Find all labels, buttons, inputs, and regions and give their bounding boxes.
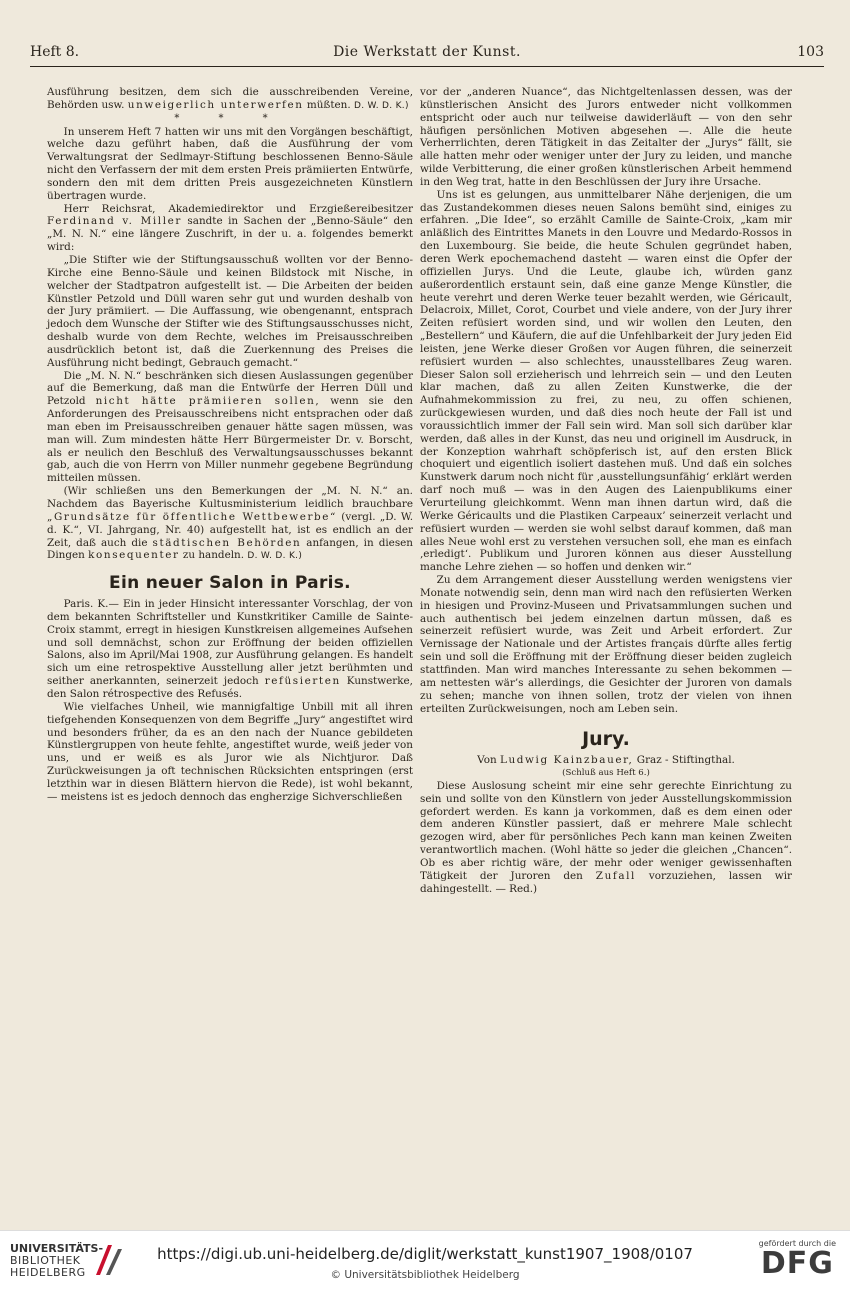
paragraph: Die „M. N. N.“ beschränken sich diesen Auslassungen gegenüber auf die Bemerkung, daß man die Entwürfe der Herren Düll und Petzold nicht hätte prämiieren sollen, wenn sie den Anforderungen des Preisausschreibens nicht entsprachen oder daß man eben im Preisausschreiben genauer hätte sagen müssen, was man will. Zum mindesten hätte Herr Bürgermeister Dr. v. Borscht, als er neulich den Beschluß des Verwaltungsausschusses bekannt gab, auch die von Herrn von Miller nunmehr gegebene Begründung mitteilen müssen. — [47, 369, 413, 485]
dfg-logo[interactable]: gefördert durch die DFG — [758, 1239, 836, 1281]
signature: D. W. D. K.) — [247, 551, 303, 562]
signature: D. W. D. K.) — [354, 100, 409, 111]
library-logo[interactable]: UNIVERSITÄTS- BIBLIOTHEK HEIDELBERG — [10, 1242, 104, 1279]
copyright-notice: © Universitätsbibliothek Heidelberg — [330, 1269, 520, 1281]
left-column — [47, 86, 413, 804]
article-heading: Ein neuer Salon in Paris. — [109, 573, 351, 594]
paragraph: Herr Reichsrat, Akademiedirektor und Erzgießereibesitzer Ferdinand v. Miller sandte in Sachen der „Benno-Säule“ den „M. N. N.“ eine längere Zuschrift, in der u. a. folgendes bemerkt wird: — [47, 202, 413, 254]
page-number: 103 — [797, 44, 824, 60]
paragraph: (Wir schließen uns den Bemerkungen der „M. N. N.“ an. Nachdem das Bayerische Kultusministerium leidlich brauchbare „Grundsätze für öffentliche Wettbewerbe“ (vergl. „D. W. d. K.“, VI. Jahrgang, Nr. 40) aufgestellt hat, ist es endlich an der Zeit, daß auch die städtischen Behörden anfangen, in diesen Dingen konsequenter zu handeln. D. W. D. K.) — [47, 485, 413, 562]
right-column — [420, 86, 792, 895]
paragraph: Zu dem Arrangement dieser Ausstellung werden wenigstens vier Monate notwendig sein, denn man wird nach den refüsierten Werken in hiesigen und Provinz-Museen und Privatsammlungen suchen und auch authentisch bei jedem einzelnen dartun müssen, daß es seinerzeit refüsiert wurde, was Zeit und Arbeit erfordert. Zur Vernissage der Nationale und der Artistes français dürfte alles fertig sein und soll die Eröffnung mit der Eröffnung dieser beiden zugleich stattfinden. Man wird manches Interessante zu sehen bekommen — am nettesten wär’s allerdings, die Gesichter der Juroren von damals zu sehen; manche von ihnen sollen, trotz der vielen von ihnen erteilten Zurückweisungen, noch am Leben sein. — [420, 574, 792, 715]
paragraph: Ausführung besitzen, dem sich die ausschreibenden Vereine, Behörden usw. unweigerlich unterwerfen müßten. D. W. D. K.) — [47, 86, 413, 111]
article-heading: Jury. — [582, 728, 630, 751]
viewer-footer — [0, 1230, 850, 1293]
paragraph: Uns ist es gelungen, aus unmittelbarer Nähe derjenigen, die um das Zustandekommen dieses neuen Salons bemüht sind, einiges zu erfahren. „Die Idee“, so erzählt Camille de Sainte-Croix, „kam mir anläßlich des Eintrittes Manets in den Louvre und Medardo-Rossos in den Luxembourg. Sie beide, die heute Schulen gegründet haben, deren Werk epochemachend dasteht — waren einst die Opfer der offiziellen Jurys. Und die Leute, glaube ich, würden ganz außerordentlich erstaunt sein, daß eine ganze Menge Künstler, die heute verehrt und deren Werke teuer bezahlt werden, wie Géricault, Delacroix, Millet, Corot, Courbet und viele andere, von der Jury ihrer Zeiten refüsiert worden sind, und wir wollen den Leuten, den „Bestellern“ und Käufern, die auf die Unfehlbarkeit der Jury jeden Eid leisten, jene Werke dieser Großen vor Augen führen, die seinerzeit refüsiert wurden — also schlechtes, unausstellbares Zeug waren. Dieser Salon soll erzieherisch und lehrreich sein — und den Leuten klar machen, daß zu allen Zeiten Kunstwerke, die der Aufnahmekommission zu frei, zu neu, zu offen schienen, zurückgewiesen wurden, und daß dies noch heute der Fall ist und voraussichtlich immer der Fall sein wird. Man soll sich darüber klar werden, daß alles in der Kunst, das neu und originell im Ausdruck, in der Konzeption wahrhaft schöpferisch ist, auf den ersten Blick choquiert und eigentlich isoliert dastehen muß. Und daß ein solches Kunstwerk darum noch nicht für ‚ausstellungsunfähig‘ erklärt werden darf noch muß — was in den Augen des Laienpublikums einer Verurteilung gleichkommt. Wenn man ihnen dartun wird, daß die Werke Géricaults und die Plastiken Carpeaux’ seinerzeit verlacht und refüsiert wurden — werden sie wohl selbst darauf kommen, daß man alles Neue wohl erst zu verstehen versuchen soll, ehe man es einfach ‚erledigt‘. Publikum und Juroren können aus dieser Ausstellung manche Lehre ziehen — so hoffen und denken wir.“ — [420, 188, 792, 574]
paragraph: Wie vielfaches Unheil, wie mannigfaltige Unbill mit all ihren tiefgehenden Konsequenzen von dem Begriffe „Jury“ angestiftet wird und besonders früher, da es an den nach der Nuance gebildeten Künstlergruppen von heute fehlte, angestiftet wurde, weiß jeder von uns, und er weiß es als Juror wie als Nichtjuror. Daß Zurückweisungen ja oft technischen Rücksichten entspringen (erst letzthin war in diesen Blättern hiervon die Rede), ist wohl bekannt, — meistens ist es jedoch dennoch das engherzige Sichverschließen — [47, 700, 413, 803]
paragraph: vor der „anderen Nuance“, das Nichtgeltenlassen dessen, was der künstlerischen Ansicht des Jurors entweder nicht vollkommen entspricht oder auch nur teilweise dawiderläuft — von den sehr häufigen persönlichen Motiven abgesehen —. Alle die heute Verherrlichten, deren Tätigkeit in das Zeitalter der „Jurys“ fällt, sie alle hatten mehr oder weniger unter der Jury zu leiden, und manche wilde Verbitterung, die einer großen künstlerischen Arbeit hemmend in den Weg trat, hatte in den Beschlüssen der Jury ihre Ursache. — [420, 86, 792, 188]
byline: Von Ludwig Kainzbauer, Graz - Stiftingthal. — [477, 754, 735, 767]
running-header — [30, 40, 824, 67]
continuation-note: (Schluß aus Heft 6.) — [562, 768, 650, 779]
paragraph: Paris. K.— Ein in jeder Hinsicht interessanter Vorschlag, der von dem bekannten Schriftsteller und Kunstkritiker Camille de Sainte-Croix stammt, erregt in hiesigen Kunstkreisen allgemeines Aufsehen und soll demnächst, schon zur Eröffnung der beiden offiziellen Salons, also im April/Mai 1908, zur Ausführung gelangen. Es handelt sich um eine retrospektive Ausstellung aller jetzt berühmten und seither anerkannten, seinerzeit jedoch refüsierten Kunstwerke, den Salon rétrospective des Refusés. — [47, 598, 413, 700]
journal-title: Die Werkstatt der Kunst. — [333, 44, 521, 60]
paragraph: Diese Auslosung scheint mir eine sehr gerechte Einrichtung zu sein und sollte von den Künstlern von jeder Ausstellungskommission gefordert werden. Es kann ja vorkommen, daß es dem einen oder dem anderen Künstler passiert, daß er mehrere Male schlecht gezogen wird, aber für persönliches Pech kann man keinen Zweiten verantwortlich machen. (Wohl hätte so jeder die gleichen „Chancen“. Ob es aber richtig wäre, der mehr oder weniger gewissenhaften Tätigkeit der Juroren den Zufall vorzuziehen, lassen wir dahingestellt. — Red.) — [420, 779, 792, 895]
section-stars: * * * — [174, 112, 286, 124]
issue-number: Heft 8. — [30, 44, 80, 60]
permalink-url[interactable]: https://digi.ub.uni-heidelberg.de/diglit/werkstatt_kunst1907_1908/0107 — [157, 1245, 693, 1263]
quotation: „Die Stifter wie der Stiftungsausschuß wollten vor der Benno-Kirche eine Benno-Säule und keinen Bildstock mit Nische, in welcher der Stadtpatron aufgestellt ist. — Die Arbeiten der beiden Künstler Petzold und Düll waren sehr gut und wurden deshalb von der Jury prämiiert. — Die Auffassung, wie obengenannt, entsprach jedoch dem Wunsche der Stifter wie des Stiftungsausschusses nicht, deshalb wurde von dem Rechte, welches im Preisausschreiben ausdrücklich betont ist, daß die Zuerkennung des Preises die Ausführung nicht bedingt, Gebrauch gemacht.“ — [47, 253, 413, 369]
paragraph: In unserem Heft 7 hatten wir uns mit den Vorgängen beschäftigt, welche dazu geführt haben, daß die Ausführung der vom Verwaltungsrat der Sedlmayr-Stiftung beschlossenen Benno-Säule nicht den Verfassern der mit dem ersten Preis prämiierten Entwürfe, sondern den mit dem dritten Preis ausgezeichneten Künstlern übertragen wurde. — [47, 125, 413, 202]
